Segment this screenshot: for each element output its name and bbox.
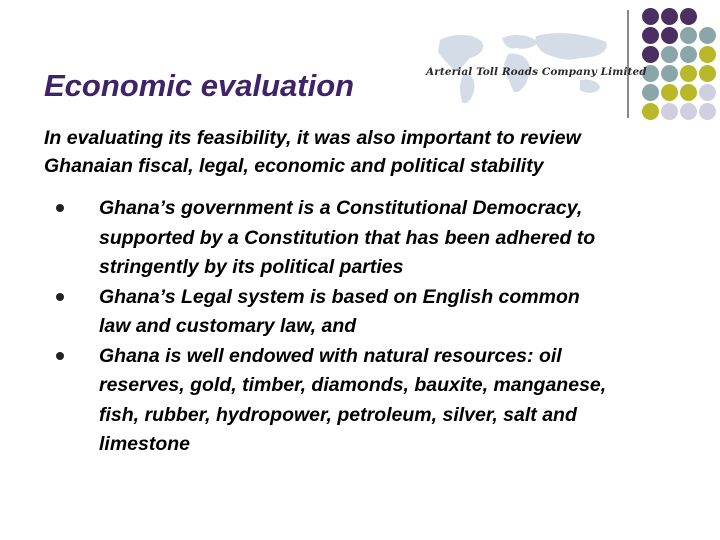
dot: [661, 103, 678, 120]
dot: [699, 46, 716, 63]
bullet-item: [44, 194, 684, 283]
bullet-text: [99, 283, 684, 342]
bullet-line: Ghana’s Legal system is based on English common: [99, 285, 580, 308]
dot: [642, 46, 659, 63]
company-name: Arterial Toll Roads Company Limited: [426, 66, 647, 78]
bullet-item: [44, 342, 684, 460]
bullet-text: [99, 342, 684, 460]
bullet-line: reserves, gold, timber, diamonds, bauxite, manganese,: [99, 374, 607, 396]
dot: [680, 46, 697, 63]
dot: [680, 84, 697, 101]
bullet-dot-icon: [56, 204, 64, 212]
dot: [680, 103, 697, 120]
bullet-dot-icon: [56, 352, 64, 360]
bullet-line: law and customary law, and: [99, 315, 357, 337]
dot: [642, 103, 659, 120]
slide-title: Economic evaluation: [44, 68, 355, 103]
bullet-list: [44, 194, 684, 460]
intro-line: Ghanaian fiscal, legal, economic and political stability: [44, 155, 544, 177]
dot: [699, 65, 716, 82]
dot: [680, 8, 697, 25]
intro-paragraph: [44, 124, 684, 180]
bullet-item: [44, 283, 684, 342]
bullet-dot-icon: [56, 293, 64, 301]
dot: [680, 65, 697, 82]
dot: [699, 27, 716, 44]
bullet-line: Ghana’s government is a Constitutional Democracy,: [99, 197, 583, 219]
bullet-line: limestone: [99, 433, 191, 455]
dot: [661, 8, 678, 25]
dot: [642, 8, 659, 25]
bullet-line: supported by a Constitution that has been adhered to: [99, 226, 596, 249]
dot: [699, 103, 716, 120]
dot: [680, 27, 697, 44]
dot: [642, 84, 659, 101]
bullet-line: fish, rubber, hydropower, petroleum, silver, salt and: [99, 403, 577, 426]
bullet-text: [99, 194, 684, 283]
company-logo: [420, 28, 647, 110]
dot: [661, 84, 678, 101]
dot: [642, 27, 659, 44]
dot: [661, 46, 678, 63]
dot: [661, 65, 678, 82]
bullet-line: stringently by its political parties: [99, 256, 404, 278]
dot: [699, 84, 716, 101]
bullet-line: Ghana is well endowed with natural resources: oil: [99, 344, 562, 367]
dot: [661, 27, 678, 44]
divider-line: [627, 10, 629, 118]
intro-line: In evaluating its feasibility, it was also important to review: [44, 127, 581, 149]
decorative-dot-grid: [640, 8, 720, 120]
